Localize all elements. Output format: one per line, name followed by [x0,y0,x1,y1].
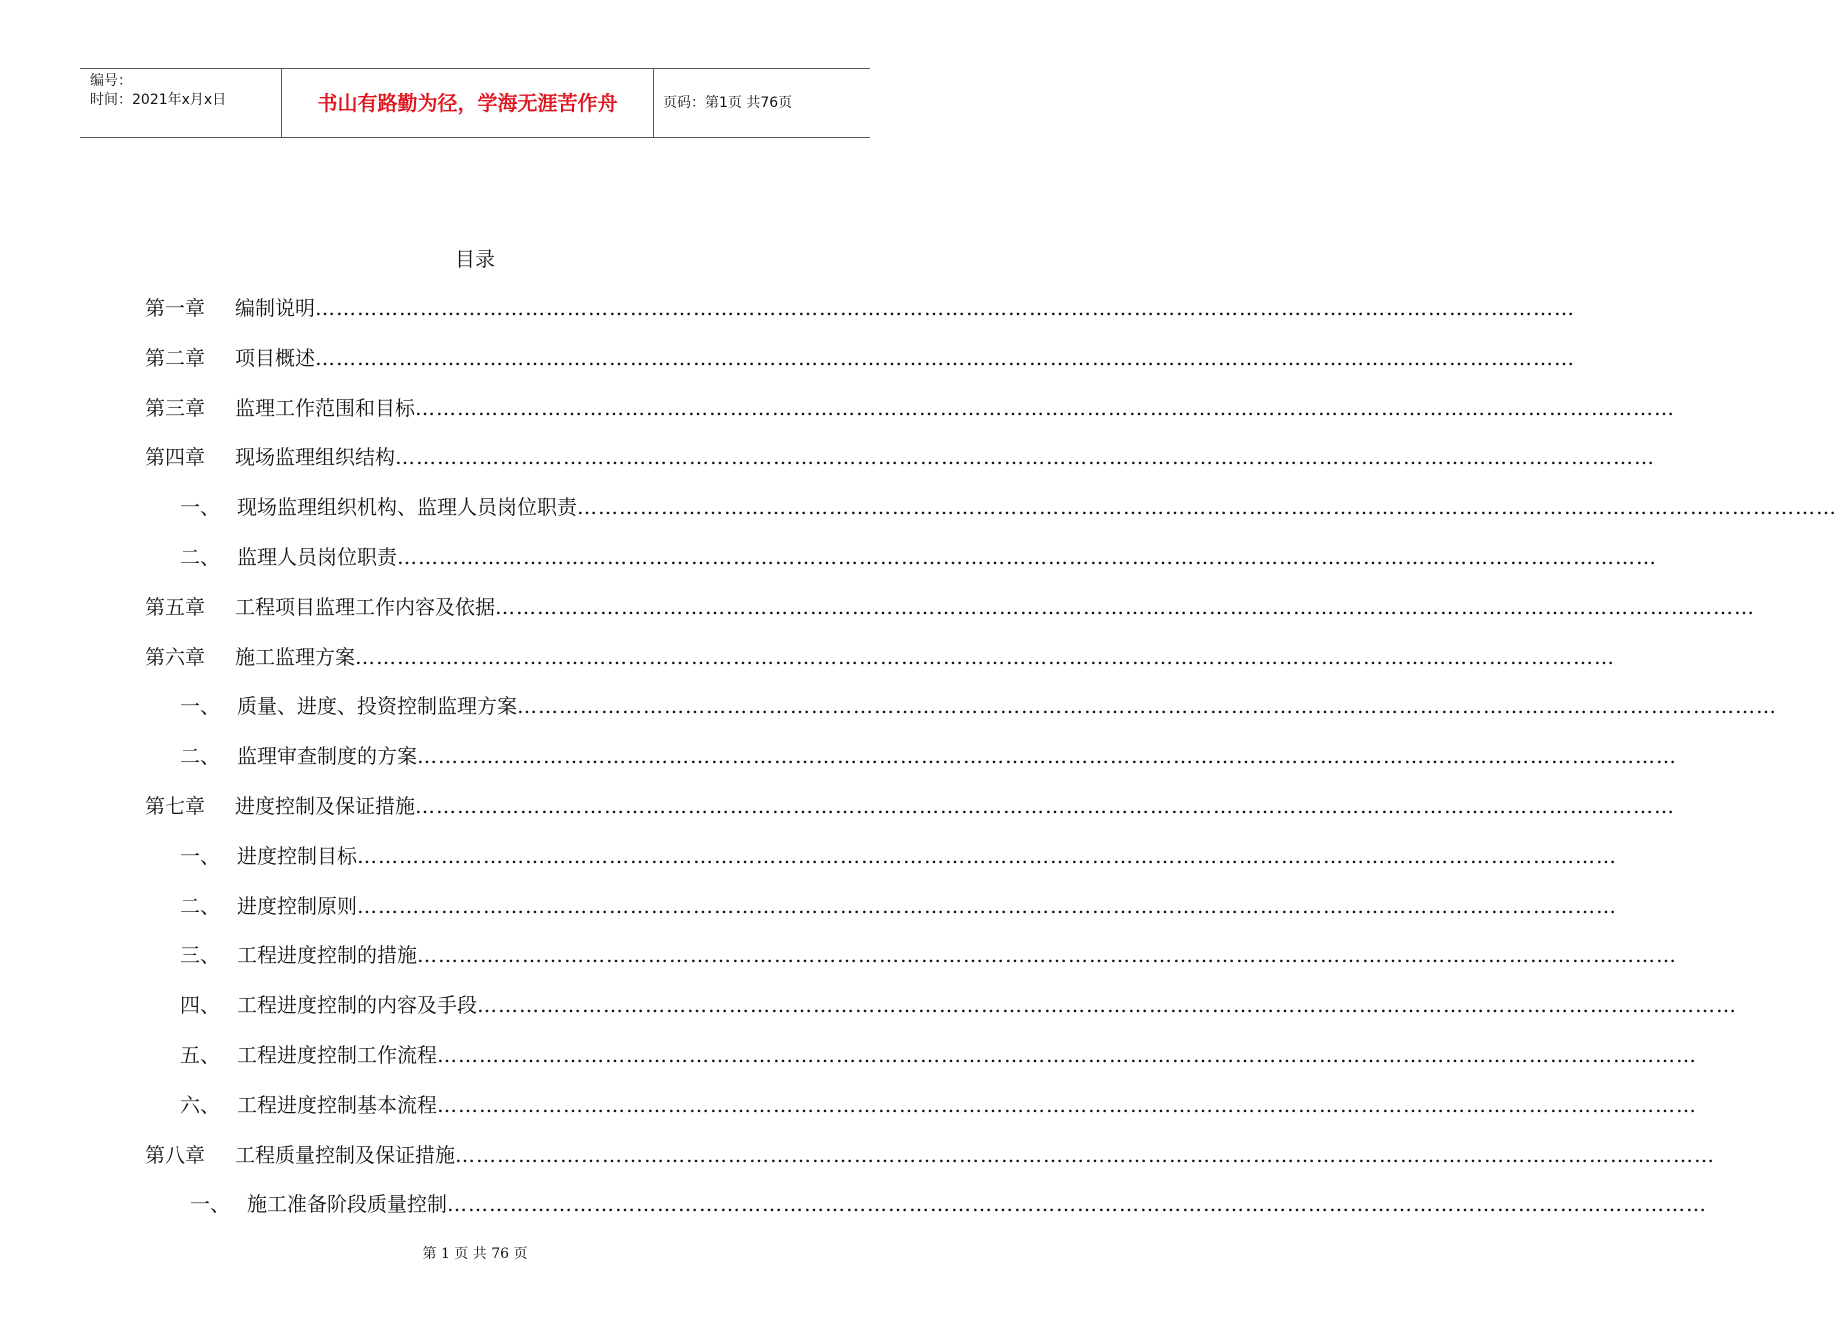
toc-entry-number: 一、 [180,843,220,868]
toc-entry [145,437,1655,477]
toc-leader-dots: ……………………………………………………………………………………………………………………………………………………………… [397,545,1657,569]
toc-entry-title: 进度控制原则 [237,893,357,918]
toc-entry-title: 工程项目监理工作内容及依据 [235,594,495,619]
toc-leader-dots: ……………………………………………………………………………………………………………………………………………………………… [417,744,1677,769]
toc-leader-dots: ……………………………………………………………………………………………………………………………………………………………… [315,296,1575,320]
toc-entry-number: 第二章 [145,345,205,370]
toc-entry [180,686,1777,726]
toc-leader-dots: ……………………………………………………………………………………………………………………………………………………………… [517,694,1777,719]
code-label: 编号： [90,73,132,89]
toc-leader-dots: ……………………………………………………………………………………………………………………………………………………………… [577,495,1837,520]
toc-entry-title: 进度控制及保证措施 [235,794,415,818]
header-page-info: 页码：第1页 共76页 [663,95,793,111]
toc-entry [180,487,1837,527]
toc-entry-number: 六、 [180,1092,220,1117]
toc-leader-dots: ……………………………………………………………………………………………………………………………………………………………… [357,893,1617,918]
toc-leader-dots: ……………………………………………………………………………………………………………………………………………………………… [415,395,1675,420]
toc-entry-title: 工程进度控制工作流程 [237,1043,437,1067]
toc-entry-title: 工程进度控制基本流程 [237,1092,437,1117]
toc-entry [180,836,1617,876]
toc-entry-number: 三、 [180,943,220,968]
toc-entry-number: 四、 [180,993,220,1018]
header-meta-cell [80,69,282,137]
toc-leader-dots: ……………………………………………………………………………………………………………………………………………………………… [477,993,1737,1018]
toc-entry-number: 第五章 [145,594,205,619]
toc-entry-number: 第四章 [145,445,205,470]
page-header [80,68,870,138]
toc-entry-number: 第一章 [145,296,205,320]
toc-entry [180,1035,1697,1075]
toc-entry-title: 现场监理组织机构、监理人员岗位职责 [237,495,577,520]
toc-entry [180,886,1617,926]
time-label: 时间：2021年x月x日 [90,92,227,108]
toc-leader-dots: ……………………………………………………………………………………………………………………………………………………………… [455,1142,1715,1167]
toc-entry [145,587,1755,627]
toc-entry [180,935,1677,975]
toc-leader-dots: ……………………………………………………………………………………………………………………………………………………………… [437,1043,1697,1067]
toc-entry [145,786,1675,826]
toc-entry-title: 监理工作范围和目标 [235,395,415,420]
toc-entry-number: 二、 [180,545,220,569]
toc-entry [145,388,1675,428]
toc-leader-dots: ……………………………………………………………………………………………………………………………………………………………… [415,794,1675,818]
toc-entry-number: 一、 [180,495,220,520]
toc-entry-number: 第八章 [145,1142,205,1167]
toc-entry [180,537,1657,577]
page-footer: 第 1 页 共 76 页 [422,1246,528,1262]
toc-entry [190,1184,1707,1224]
toc-leader-dots: ……………………………………………………………………………………………………………………………………………………………… [447,1192,1707,1217]
toc-entry-number: 五、 [180,1043,220,1067]
toc-leader-dots: ……………………………………………………………………………………………………………………………………………………………… [495,594,1755,619]
toc-entry-title: 工程进度控制的内容及手段 [237,993,477,1018]
toc-leader-dots: ……………………………………………………………………………………………………………………………………………………………… [357,843,1617,868]
toc-entry-title: 现场监理组织结构 [235,445,395,470]
toc-title: 目录 [455,247,495,271]
toc-entry-title: 施工准备阶段质量控制 [247,1192,447,1217]
toc-entry-title: 编制说明 [235,296,315,320]
toc-leader-dots: ……………………………………………………………………………………………………………………………………………………………… [315,345,1575,370]
toc-leader-dots: ……………………………………………………………………………………………………………………………………………………………… [395,445,1655,470]
toc-entry [145,637,1615,677]
toc-leader-dots: ……………………………………………………………………………………………………………………………………………………………… [355,644,1615,669]
toc-entry-title: 监理人员岗位职责 [237,545,397,569]
toc-entry-number: 第三章 [145,395,205,420]
toc-entry-title: 施工监理方案 [235,644,355,669]
toc-entry-title: 项目概述 [235,345,315,370]
toc-entry [180,985,1737,1025]
toc-leader-dots: ……………………………………………………………………………………………………………………………………………………………… [417,943,1677,968]
toc-entry [180,736,1677,776]
toc-entry [145,338,1575,378]
toc-entry-title: 监理审查制度的方案 [237,744,417,769]
toc-entry-number: 第七章 [145,794,205,818]
toc-entry [145,1135,1715,1175]
toc-entry [145,288,1575,328]
toc-entry-number: 二、 [180,893,220,918]
toc-entry-title: 工程进度控制的措施 [237,943,417,968]
toc-entry-title: 质量、进度、投资控制监理方案 [237,694,517,719]
toc-entry-title: 工程质量控制及保证措施 [235,1142,455,1167]
toc-entry [180,1085,1697,1125]
toc-entry-number: 二、 [180,744,220,769]
toc-leader-dots: ……………………………………………………………………………………………………………………………………………………………… [437,1092,1697,1117]
toc-entry-title: 进度控制目标 [237,843,357,868]
toc-entry-number: 一、 [180,694,220,719]
toc-entry-number: 第六章 [145,644,205,669]
header-motto: 书山有路勤为径，学海无涯苦作舟 [282,69,654,137]
toc-entry-number: 一、 [190,1192,230,1217]
